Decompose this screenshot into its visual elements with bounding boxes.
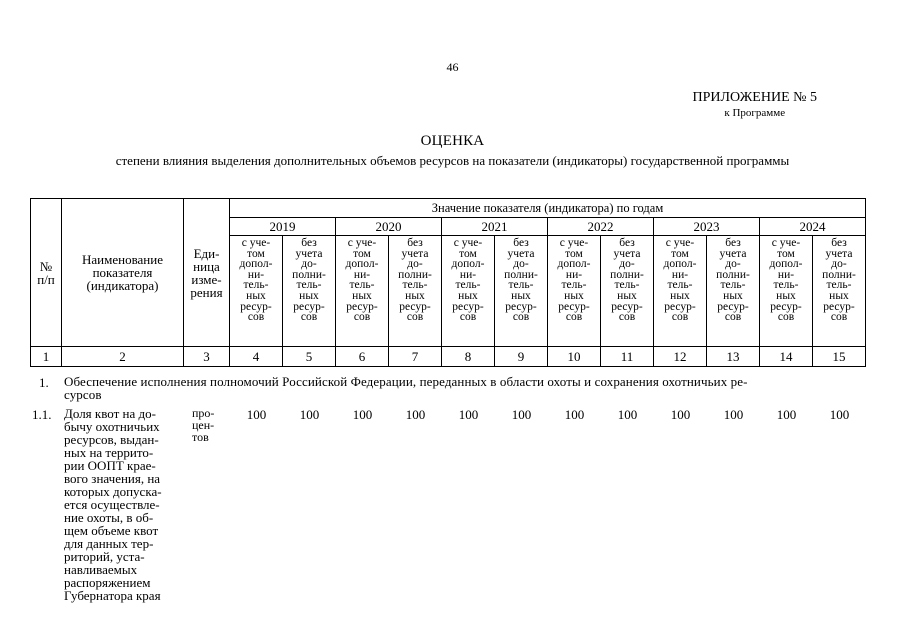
appendix-subtitle: к Программе	[724, 107, 786, 119]
indicator-name: Доля квот на до- бычу охотничьих ресурсов, выдан- ных на террито- рии ООПТ крае- вого значения, на которых допуска- ется осуществле- ние охоты, в об- щем объеме квот для данных тер- риторий, уста- навливаемых распоряжением Губернатора края	[64, 406, 162, 603]
column-number: 3	[184, 347, 230, 367]
appendix-header	[693, 90, 818, 119]
section-title: Обеспечение исполнения полномочий Российской Федерации, переданных в области охоты и сохранения охотничьих ре- сурсов	[64, 374, 748, 402]
indicator-value: 100	[352, 407, 373, 422]
header-with-additional-resources: с уче- том допол- ни- тель- ных ресур- сов	[442, 236, 495, 347]
header-year: 2023	[654, 218, 760, 236]
header-values-by-year: Значение показателя (индикатора) по годам	[230, 199, 866, 218]
indicator-value: 100	[458, 407, 479, 422]
header-with-additional-resources: с уче- том допол- ни- тель- ных ресур- сов	[336, 236, 389, 347]
column-number: 4	[230, 347, 283, 367]
indicator-value: 100	[511, 407, 532, 422]
column-number: 11	[601, 347, 654, 367]
indicator-value: 100	[670, 407, 691, 422]
column-number: 10	[548, 347, 601, 367]
indicator-unit: про- цен- тов	[192, 406, 215, 444]
indicator-value: 100	[829, 407, 850, 422]
indicator-value: 100	[776, 407, 797, 422]
header-with-additional-resources: с уче- том допол- ни- тель- ных ресур- сов	[230, 236, 283, 347]
indicator-value: 100	[299, 407, 320, 422]
header-without-additional-resources: без учета до- полни- тель- ных ресур- сов	[283, 236, 336, 347]
indicator-value: 100	[246, 407, 267, 422]
indicator-value: 100	[617, 407, 638, 422]
indicator-value: 100	[723, 407, 744, 422]
appendix-title: ПРИЛОЖЕНИЕ № 5	[692, 90, 817, 105]
document-title: ОЦЕНКА	[420, 133, 485, 149]
column-number: 12	[654, 347, 707, 367]
header-without-additional-resources: без учета до- полни- тель- ных ресур- сов	[707, 236, 760, 347]
column-number: 1	[31, 347, 62, 367]
column-number: 8	[442, 347, 495, 367]
header-with-additional-resources: с уче- том допол- ни- тель- ных ресур- сов	[654, 236, 707, 347]
header-year: 2021	[442, 218, 548, 236]
header-year: 2020	[336, 218, 442, 236]
header-with-additional-resources: с уче- том допол- ни- тель- ных ресур- сов	[548, 236, 601, 347]
indicator-value: 100	[405, 407, 426, 422]
header-without-additional-resources: без учета до- полни- тель- ных ресур- сов	[389, 236, 442, 347]
column-number: 9	[495, 347, 548, 367]
document-subtitle: степени влияния выделения дополнительных объемов ресурсов на показатели (индикаторы) государственной программы	[115, 153, 790, 168]
page-number: 46	[446, 60, 459, 74]
header-year: 2022	[548, 218, 654, 236]
header-with-additional-resources: с уче- том допол- ни- тель- ных ресур- сов	[760, 236, 813, 347]
indicator-number: 1.1.	[32, 407, 52, 422]
header-row-number: № п/п	[31, 199, 62, 347]
indicator-value: 100	[564, 407, 585, 422]
column-number: 2	[62, 347, 184, 367]
column-number: 13	[707, 347, 760, 367]
column-number: 15	[813, 347, 866, 367]
header-without-additional-resources: без учета до- полни- тель- ных ресур- сов	[495, 236, 548, 347]
header-year: 2024	[760, 218, 866, 236]
header-without-additional-resources: без учета до- полни- тель- ных ресур- сов	[813, 236, 866, 347]
column-number: 7	[389, 347, 442, 367]
section-number: 1.	[39, 375, 49, 390]
column-number: 14	[760, 347, 813, 367]
header-without-additional-resources: без учета до- полни- тель- ных ресур- сов	[601, 236, 654, 347]
header-indicator-name: Наименование показателя (индикатора)	[62, 199, 184, 347]
header-year: 2019	[230, 218, 336, 236]
indicator-table	[30, 198, 866, 367]
header-unit: Еди- ница изме- рения	[184, 199, 230, 347]
column-number: 5	[283, 347, 336, 367]
column-number: 6	[336, 347, 389, 367]
